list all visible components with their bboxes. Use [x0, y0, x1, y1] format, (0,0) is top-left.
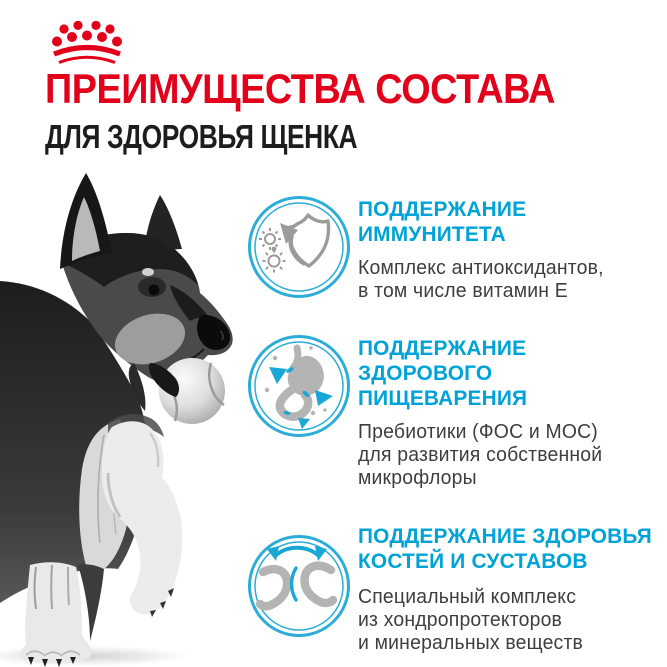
feature-body [358, 586, 649, 655]
feature-body [358, 421, 649, 490]
puppy-brow-spot [142, 268, 154, 276]
puppy-front-leg [19, 562, 92, 663]
joints-icon-circle [247, 534, 351, 638]
immunity-icon-circle [247, 195, 351, 299]
page-subtitle: ДЛЯ ЗДОРОВЬЯ ЩЕНКА [45, 118, 358, 155]
feature-heading [358, 524, 653, 574]
feature-heading [358, 336, 649, 411]
joints-bones-icon [247, 534, 351, 638]
body-line: в том числе витамин Е [358, 280, 568, 302]
body-line: из хондропротекторов [358, 609, 563, 631]
heading-line: ПИЩЕВАРЕНИЯ [358, 386, 528, 410]
heading-line: ПОДДЕРЖАНИЕ [358, 336, 527, 360]
page-title: ПРЕИМУЩЕСТВА СОСТАВА [45, 65, 556, 112]
immunity-shield-icon [247, 195, 351, 299]
feature-heading [358, 197, 649, 247]
body-line: Специальный комплекс [358, 586, 577, 608]
body-line: микрофлоры [358, 467, 477, 489]
digestion-icon-circle [247, 334, 351, 438]
feature-body [358, 257, 649, 303]
heading-line: ПОДДЕРЖАНИЕ [358, 197, 527, 221]
heading-line: ИММУНИТЕТА [358, 222, 506, 246]
heading-line: ПОДДЕРЖАНИЕ ЗДОРОВЬЯ [358, 524, 653, 548]
heading-line: КОСТЕЙ И СУСТАВОВ [358, 549, 588, 573]
body-line: Комплекс антиоксидантов, [358, 257, 604, 279]
body-line: для развития собственной [358, 444, 603, 466]
royal-canin-crown-icon [47, 21, 127, 65]
heading-line: ЗДОРОВОГО [358, 361, 493, 385]
body-line: и минеральных веществ [358, 632, 584, 654]
digestion-stomach-icon [247, 334, 351, 438]
body-line: Пребиотики (ФОС и МОС) [358, 421, 598, 443]
puppy-eye [149, 285, 160, 296]
